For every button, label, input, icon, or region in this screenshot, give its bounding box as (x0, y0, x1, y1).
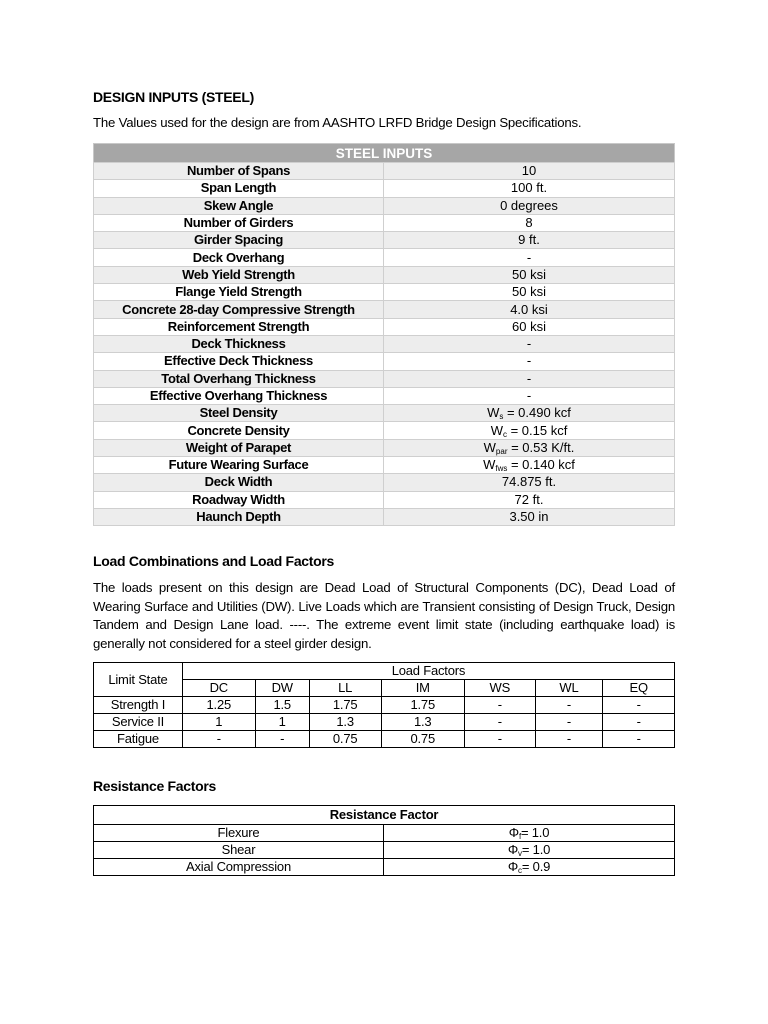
limit-state-name: Fatigue (94, 731, 183, 748)
steel-input-value (384, 457, 675, 474)
steel-input-value: 8 (384, 214, 675, 231)
load-factor-cell: 0.75 (381, 731, 464, 748)
phi-subscript: f (518, 832, 521, 841)
resistance-label: Axial Compression (94, 859, 384, 876)
load-column-header: WL (535, 680, 603, 697)
steel-table-row (94, 249, 675, 266)
load-factor-cell: 1 (255, 714, 309, 731)
steel-table-row (94, 508, 675, 525)
resistance-value (384, 859, 675, 876)
steel-table-header-row (94, 144, 675, 163)
load-factor-cell: 1.25 (182, 697, 255, 714)
steel-input-value: 50 ksi (384, 284, 675, 301)
steel-table-row (94, 370, 675, 387)
resistance-table-row (94, 859, 675, 876)
steel-input-value: - (384, 353, 675, 370)
steel-input-label: Number of Spans (94, 163, 384, 180)
steel-input-value: 100 ft. (384, 180, 675, 197)
load-column-header: DC (182, 680, 255, 697)
steel-table-row (94, 163, 675, 180)
steel-input-value: 72 ft. (384, 491, 675, 508)
steel-inputs-table (93, 143, 675, 526)
load-factor-cell: 1.75 (381, 697, 464, 714)
steel-input-label: Web Yield Strength (94, 266, 384, 283)
phi-subscript: v (518, 849, 522, 858)
steel-input-label: Reinforcement Strength (94, 318, 384, 335)
load-factors-header: Load Factors (182, 663, 674, 680)
value-amount: = 0.53 K/ft. (507, 439, 575, 455)
steel-table-row (94, 214, 675, 231)
load-factor-cell: - (464, 731, 535, 748)
load-factor-cell: 1.3 (309, 714, 381, 731)
steel-table-row (94, 318, 675, 335)
steel-input-value: 60 ksi (384, 318, 675, 335)
steel-table-row (94, 197, 675, 214)
load-factor-cell: - (464, 714, 535, 731)
steel-input-label: Haunch Depth (94, 508, 384, 525)
limit-state-name: Service II (94, 714, 183, 731)
load-column-header: IM (381, 680, 464, 697)
value-symbol: W (487, 405, 500, 421)
steel-input-value (384, 405, 675, 422)
load-column-header: DW (255, 680, 309, 697)
load-factor-cell: - (535, 714, 603, 731)
load-factor-cell: - (464, 697, 535, 714)
value-subscript: s (499, 412, 504, 422)
steel-table-row (94, 284, 675, 301)
steel-input-value: 10 (384, 163, 675, 180)
load-table-row (94, 714, 675, 731)
value-symbol: W (490, 422, 503, 438)
phi-symbol: Φ (508, 825, 519, 840)
value-subscript: par (495, 446, 508, 456)
value-symbol: W (483, 457, 496, 473)
steel-table-row (94, 491, 675, 508)
load-factor-cell: 0.75 (309, 731, 381, 748)
steel-table-row (94, 353, 675, 370)
steel-input-value: - (384, 249, 675, 266)
phi-value: = 1.0 (520, 825, 550, 840)
steel-input-value: - (384, 335, 675, 352)
value-subscript: c (502, 429, 507, 439)
steel-input-value (384, 422, 675, 439)
steel-input-value: 3.50 in (384, 508, 675, 525)
intro-text: The Values used for the design are from AASHTO LRFD Bridge Design Specifications. (93, 115, 582, 130)
steel-input-label: Weight of Parapet (94, 439, 384, 456)
steel-input-value: 74.875 ft. (384, 474, 675, 491)
load-factor-cell: - (603, 697, 675, 714)
steel-input-label: Deck Width (94, 474, 384, 491)
steel-table-row (94, 457, 675, 474)
load-factor-cell: - (603, 714, 675, 731)
steel-table-row (94, 301, 675, 318)
steel-input-label: Effective Deck Thickness (94, 353, 384, 370)
steel-input-label: Number of Girders (94, 214, 384, 231)
load-factor-cell: 1.5 (255, 697, 309, 714)
steel-input-label: Girder Spacing (94, 232, 384, 249)
value-amount: = 0.15 kcf (506, 422, 568, 438)
steel-table-row (94, 266, 675, 283)
phi-symbol: Φ (507, 842, 519, 857)
steel-table-row (94, 405, 675, 422)
limit-state-name: Strength I (94, 697, 183, 714)
resistance-factor-table (93, 805, 675, 876)
resistance-table-header-row (94, 806, 675, 825)
phi-subscript: c (518, 866, 522, 875)
load-factor-cell: - (182, 731, 255, 748)
steel-table-row (94, 335, 675, 352)
load-column-header: LL (309, 680, 381, 697)
steel-input-value: 9 ft. (384, 232, 675, 249)
load-factor-cell: - (535, 731, 603, 748)
design-inputs-heading: DESIGN INPUTS (STEEL) (93, 89, 254, 105)
steel-input-label: Roadway Width (94, 491, 384, 508)
resistance-table-row (94, 842, 675, 859)
resistance-table-title: Resistance Factor (94, 806, 675, 825)
steel-input-value: 50 ksi (384, 266, 675, 283)
phi-value: = 0.9 (521, 859, 551, 874)
steel-table-row (94, 180, 675, 197)
resistance-label: Shear (94, 842, 384, 859)
limit-state-header: Limit State (94, 663, 183, 697)
value-amount: = 0.140 kcf (507, 457, 575, 473)
steel-input-label: Future Wearing Surface (94, 457, 384, 474)
steel-input-label: Concrete Density (94, 422, 384, 439)
load-table-header-row (94, 663, 675, 680)
steel-input-label: Total Overhang Thickness (94, 370, 384, 387)
value-amount: = 0.490 kcf (503, 405, 571, 421)
steel-input-label: Span Length (94, 180, 384, 197)
steel-table-row (94, 422, 675, 439)
steel-input-label: Deck Overhang (94, 249, 384, 266)
resistance-table-row (94, 825, 675, 842)
load-factor-cell: - (603, 731, 675, 748)
load-description-text: The loads present on this design are Dead Load of Structural Components (DC), Dead Load of Wearing Surface and Utilities (DW). Live Loads which are Transient consisting of Design Truck, Design Tandem and Design Lane load. ----. The extreme event limit state (including earthquake load) is generally not considered for a steel girder design. (93, 580, 675, 651)
resistance-value (384, 825, 675, 842)
load-column-header: EQ (603, 680, 675, 697)
steel-table-row (94, 474, 675, 491)
phi-symbol: Φ (507, 859, 519, 874)
steel-input-label: Flange Yield Strength (94, 284, 384, 301)
load-factor-cell: 1.3 (381, 714, 464, 731)
steel-table-title: STEEL INPUTS (94, 144, 675, 163)
resistance-value (384, 842, 675, 859)
load-factor-cell: 1.75 (309, 697, 381, 714)
phi-value: = 1.0 (521, 842, 551, 857)
load-factor-cell: 1 (182, 714, 255, 731)
steel-input-value: 4.0 ksi (384, 301, 675, 318)
steel-table-row (94, 387, 675, 404)
load-table-row (94, 697, 675, 714)
resistance-label: Flexure (94, 825, 384, 842)
value-subscript: fws (495, 464, 508, 474)
steel-table-row (94, 439, 675, 456)
load-table-row (94, 731, 675, 748)
steel-input-value: - (384, 370, 675, 387)
steel-input-value (384, 439, 675, 456)
load-column-header: WS (464, 680, 535, 697)
steel-input-label: Skew Angle (94, 197, 384, 214)
value-symbol: W (483, 439, 496, 455)
steel-input-label: Concrete 28-day Compressive Strength (94, 301, 384, 318)
steel-input-label: Effective Overhang Thickness (94, 387, 384, 404)
steel-table-row (94, 232, 675, 249)
steel-input-value: 0 degrees (384, 197, 675, 214)
resistance-factors-heading: Resistance Factors (93, 778, 216, 794)
load-factor-cell: - (255, 731, 309, 748)
load-factors-table (93, 662, 675, 748)
load-factor-cell: - (535, 697, 603, 714)
steel-input-value: - (384, 387, 675, 404)
steel-input-label: Deck Thickness (94, 335, 384, 352)
steel-input-label: Steel Density (94, 405, 384, 422)
load-combinations-heading: Load Combinations and Load Factors (93, 553, 335, 569)
